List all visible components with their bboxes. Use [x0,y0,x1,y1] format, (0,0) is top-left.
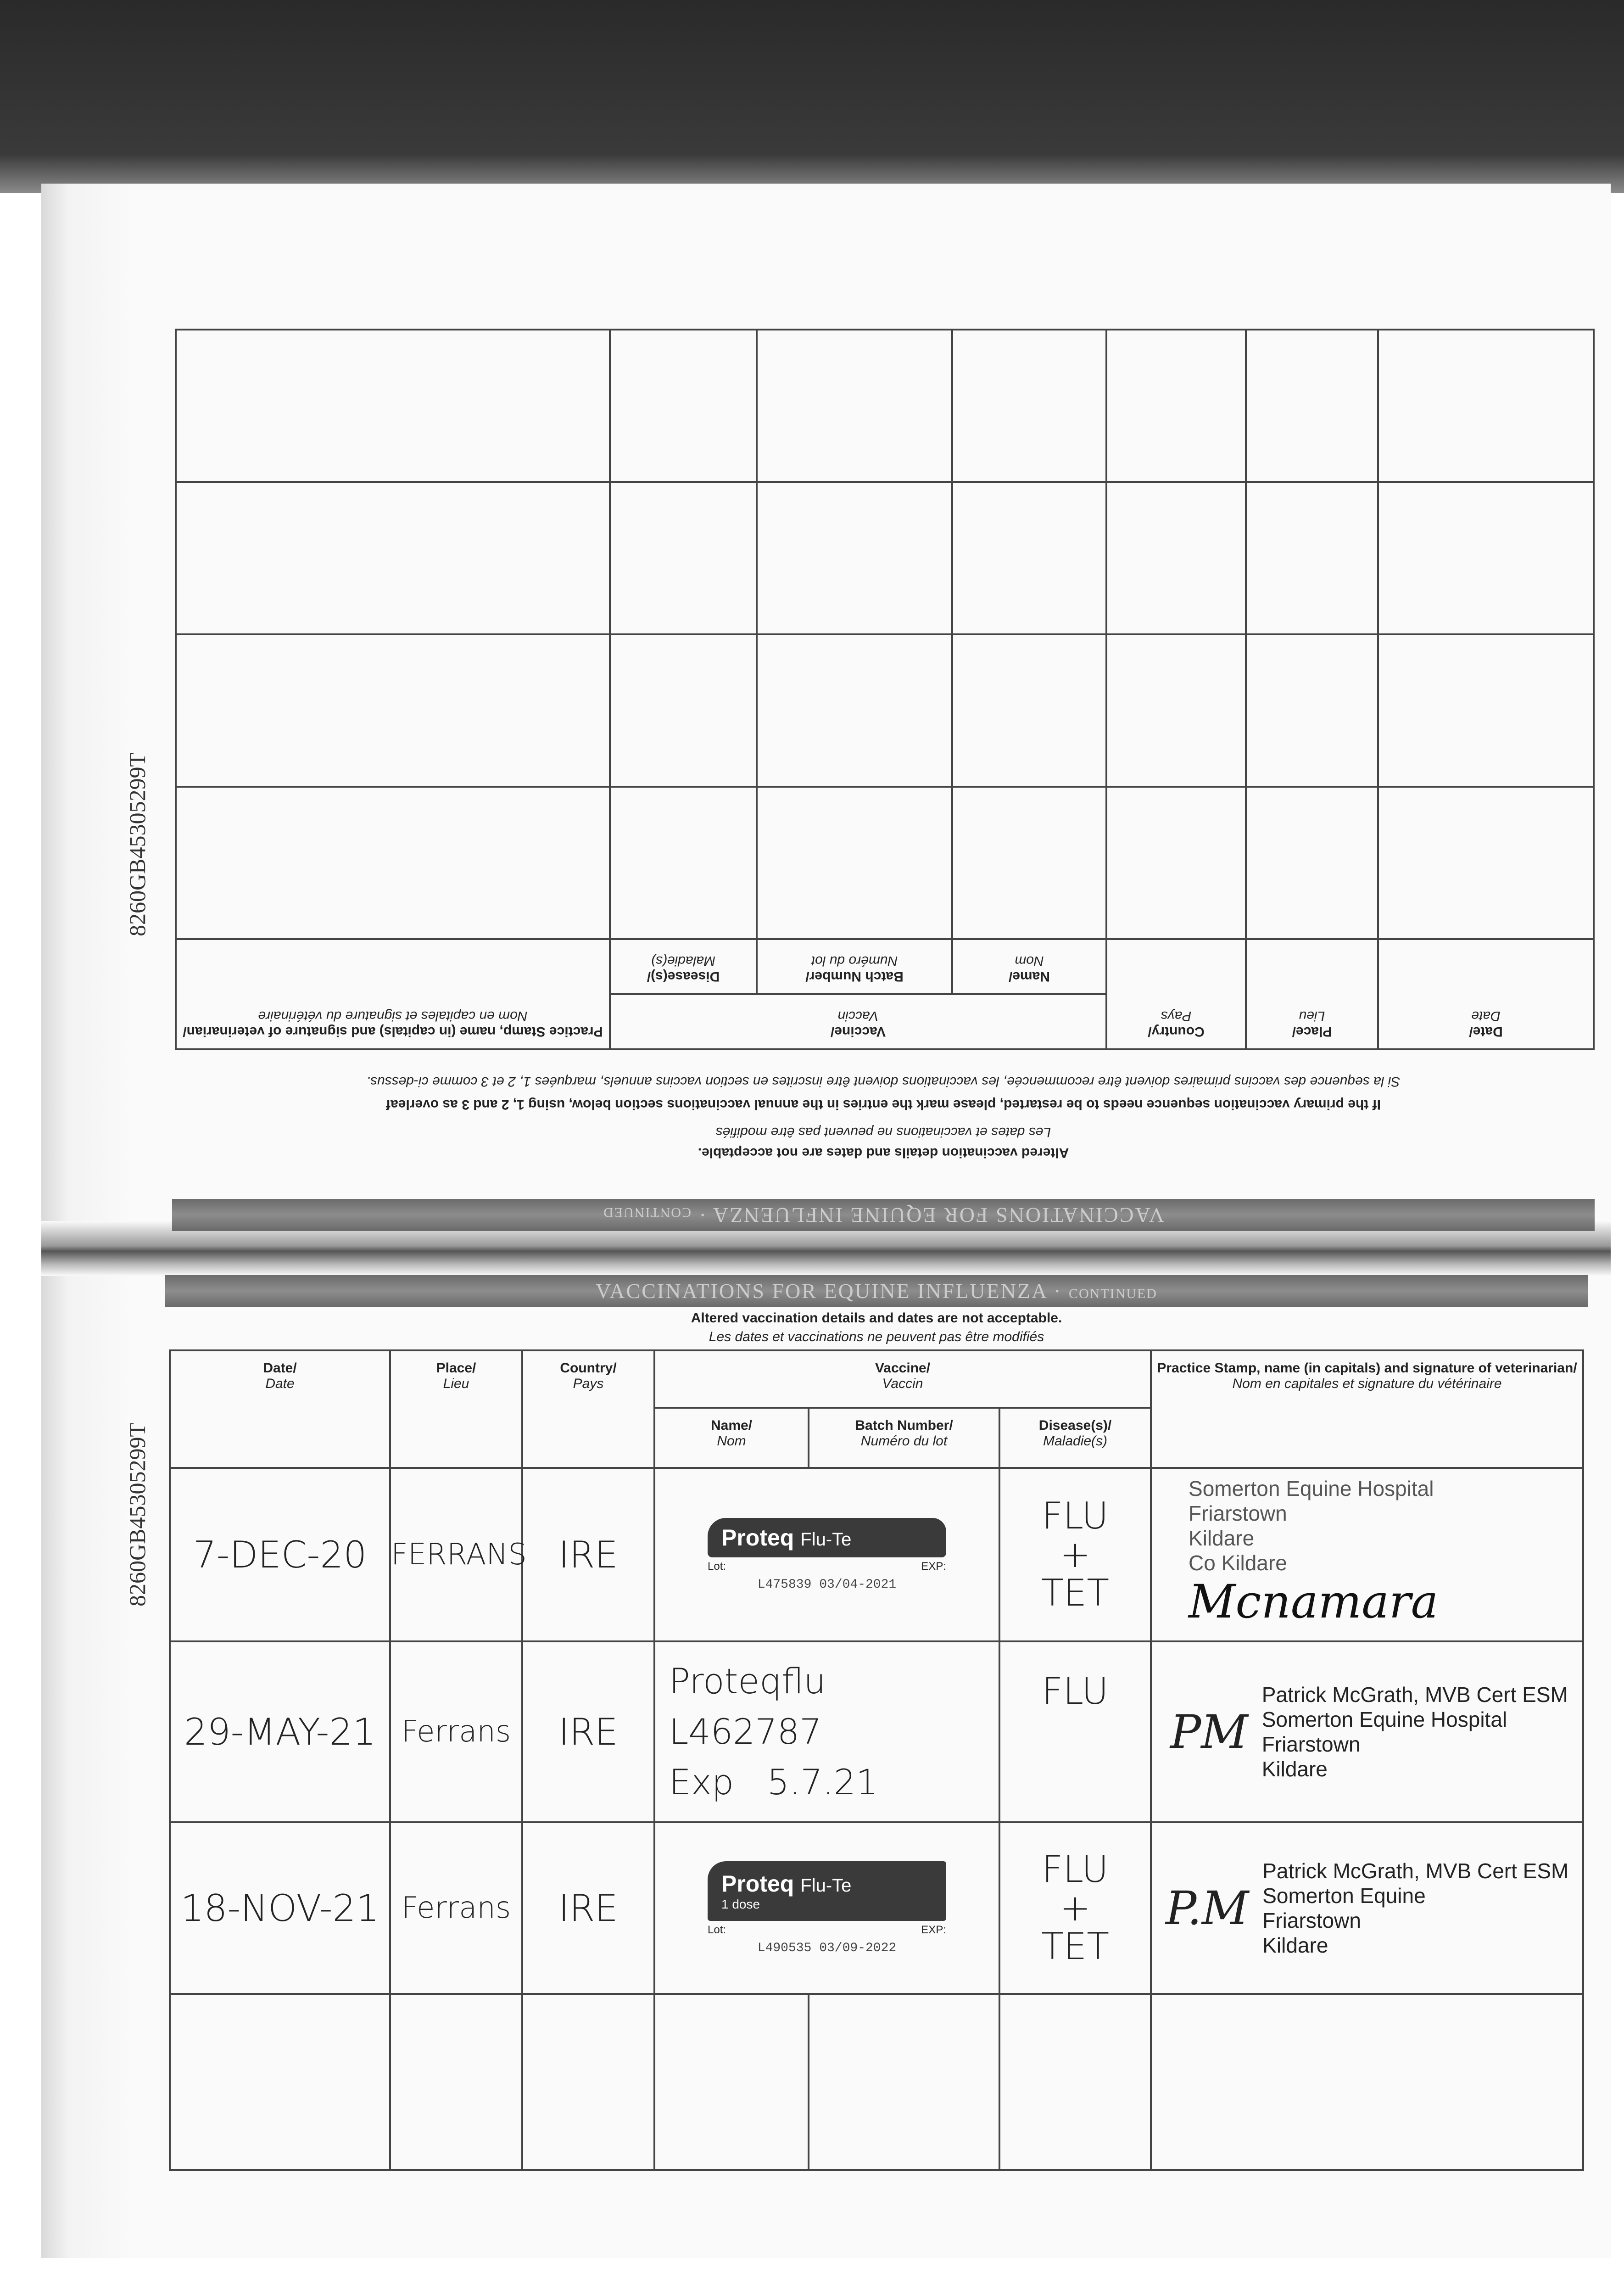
table-row-empty [176,634,1594,787]
header-disease: Disease(s)/ Maladie(s) [999,1408,1151,1468]
signature: P.M [1166,1881,1249,1935]
table-row-empty [170,1994,1583,2170]
place-cell: Ferrans [390,1641,522,1822]
header-stamp: Practice Stamp, name (in capitals) and signature of veterinarian/ Nom en capitales et signature du vétérinaire [176,939,610,1049]
signature: Mcnamara [1189,1575,1439,1629]
table-row-empty [176,482,1594,634]
section-banner: VACCINATIONS FOR EQUINE INFLUENZA · CONTINUED [165,1275,1588,1307]
vaccine-sticker-cell [654,1468,999,1641]
exp-label: EXP: [921,1560,946,1573]
lot-number: L475839 03/04-2021 [757,1577,897,1592]
place-cell: Ferrans [390,1822,522,1994]
sticker-product: Flu-Te [800,1875,852,1896]
sticker-brand: Proteq [721,1870,794,1897]
upper-vaccination-table [175,329,1595,1050]
vaccine-sticker-cell [654,1822,999,1994]
vaccine-handwritten-cell: Proteqflu L462787 Exp 5.7.21 [654,1641,999,1822]
table-row-empty [176,787,1594,939]
header-country: Country/ Pays [1106,939,1246,1049]
country-cell: IRE [522,1641,654,1822]
header-place: Place/ Lieu [390,1350,522,1468]
table-row [170,1822,1583,1994]
lot-label: Lot: [708,1923,726,1936]
restart-en: If the primary vaccination sequence needs to be restarted, please mark the entries in the annual vaccinations section below, using 1, 2 and 3 as overleaf [386,1097,1381,1112]
warning-fr: Les dates et vaccinations ne peuvent pas être modifiés [715,1125,1051,1140]
practice-stamp: Somerton Equine Hospital Friarstown Kildare Co Kildare Mcnamara [1151,1468,1583,1641]
signature: PM [1170,1705,1248,1759]
section-banner: VACCINATIONS FOR EQUINE INFLUENZA · CONTINUED [172,1199,1595,1231]
header-vaccine: Vaccine/ Vaccin [654,1350,1151,1408]
header-batch: Batch Number/ Numéro du lot [757,939,952,994]
table-row [170,1468,1583,1641]
scan-dark-edge [0,0,1624,193]
banner-title: VACCINATIONS FOR EQUINE INFLUENZA [596,1279,1047,1303]
warning-en: Altered vaccination details and dates are not acceptable. [698,1145,1069,1160]
proteq-sticker [708,1518,946,1557]
lot-label: Lot: [708,1560,726,1573]
header-vaccine: Vaccine/ Vaccin [610,994,1106,1049]
serial-number-lower: 8260GB45305299T [124,1423,150,1606]
sticker-brand: Proteq [721,1524,794,1551]
upper-page-rotated [172,323,1595,1234]
date-cell: 7-DEC-20 [170,1468,390,1641]
proteq-sticker [708,1861,946,1921]
warning-en: Altered vaccination details and dates are not acceptable. [691,1310,1062,1326]
table-row [170,1641,1583,1822]
disease-cell: FLU + TET [999,1822,1151,1994]
header-place: Place/ Lieu [1246,939,1378,1049]
practice-stamp: P.M Patrick McGrath, MVB Cert ESM Somerton Equine Friarstown Kildare [1151,1822,1583,1994]
country-cell: IRE [522,1468,654,1641]
disease-cell: FLU + TET [999,1468,1151,1641]
date-cell: 29-MAY-21 [170,1641,390,1822]
header-date: Date/ Date [170,1350,390,1468]
header-batch: Batch Number/ Numéro du lot [809,1408,999,1468]
exp-label: EXP: [921,1923,946,1936]
sticker-dose: 1 dose [721,1897,760,1911]
date-cell: 18-NOV-21 [170,1822,390,1994]
banner-suffix: CONTINUED [603,1205,691,1220]
header-disease: Disease(s)/ Maladie(s) [610,939,757,994]
banner-suffix: CONTINUED [1069,1286,1157,1301]
table-row-empty [176,330,1594,482]
lot-number: L490535 03/09-2022 [757,1941,897,1955]
header-name: Name/ Nom [654,1408,809,1468]
banner-title: VACCINATIONS FOR EQUINE INFLUENZA [713,1203,1164,1227]
practice-stamp: PM Patrick McGrath, MVB Cert ESM Somerton Equine Hospital Friarstown Kildare [1151,1641,1583,1822]
header-country: Country/ Pays [522,1350,654,1468]
country-cell: IRE [522,1822,654,1994]
lower-vaccination-table [169,1349,1584,2171]
sticker-product: Flu-Te [800,1529,852,1550]
place-cell: FERRANS [390,1468,522,1641]
header-name: Name/ Nom [952,939,1106,994]
warning-fr: Les dates et vaccinations ne peuvent pas être modifiés [709,1329,1044,1344]
disease-cell: FLU [999,1641,1151,1822]
serial-number-upper: 8260GB45305299T [124,753,150,936]
header-stamp: Practice Stamp, name (in capitals) and signature of veterinarian/ Nom en capitales et signature du vétérinaire [1151,1350,1583,1468]
restart-fr: Si la sequence des vaccins primaires doivent être recommencée, les vaccinations doivent être inscrites en section vaccins annuels, marquées 1, 2 et 3 comme ci-dessus. [366,1074,1401,1089]
header-date: Date/ Date [1378,939,1594,1049]
